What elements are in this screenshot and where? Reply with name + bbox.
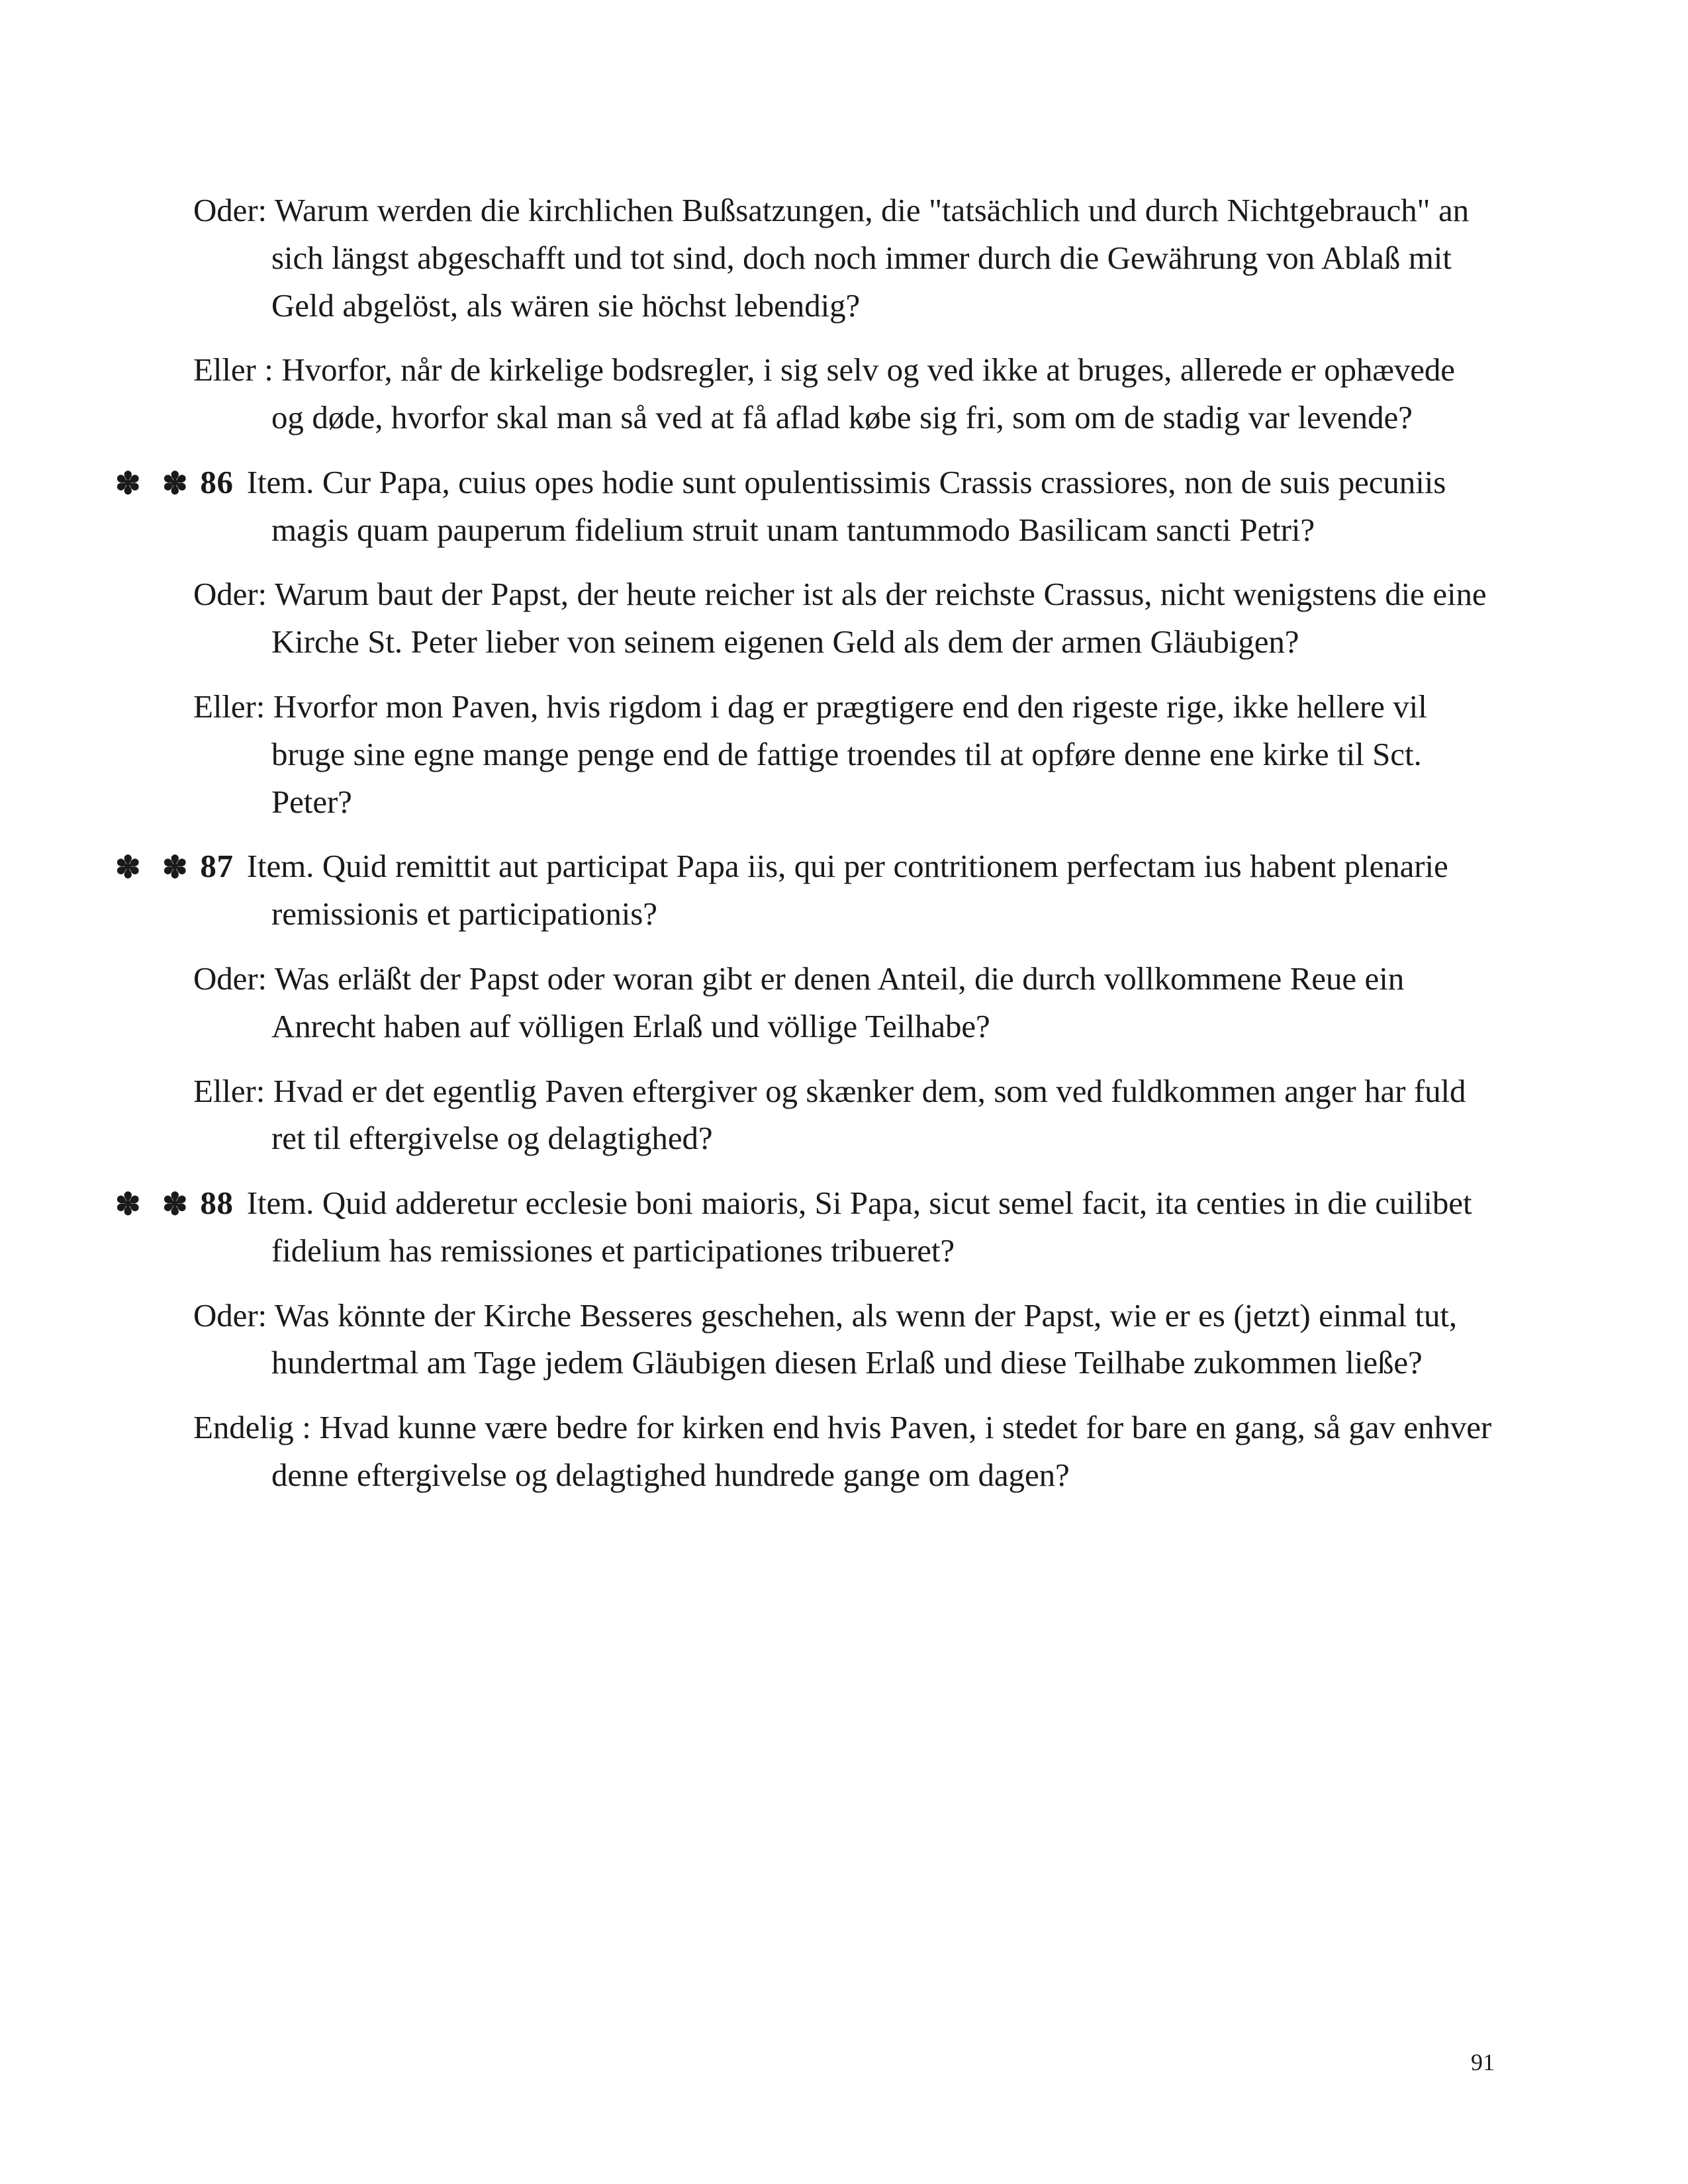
thesis-text: Item. Cur Papa, cuius opes hodie sunt opulentissimis Crassis crassiores, non de suis pecuniis magis quam pauperum fidelium struit unam tantummodo Basilicam sancti Petri? <box>246 463 1446 548</box>
paragraph-eller-86: Eller: Hvorfor mon Paven, hvis rigdom i dag er prægtigere end den rigeste rige, ikke hellere vil bruge sine egne mange penge end de fattige troendes til at opføre denne ene kirke til Sct. Peter? <box>193 688 1427 820</box>
paragraph-eller-85: Eller : Hvorfor, når de kirkelige bodsregler, i sig selv og ved ikke at bruges, allerede er ophævede og døde, hvorfor skal man så ved at få aflad købe sig fri, som om de stadig var levende? <box>193 351 1455 436</box>
paragraph-oder-85: Oder: Warum werden die kirchlichen Bußsatzungen, die "tatsächlich und durch Nichtgebrauch" an sich längst abgeschafft und tot sind, doch noch immer durch die Gewährung von Ablaß mit Geld abgelöst, als wären sie höchst lebendig? <box>193 192 1469 324</box>
paragraph-thesis-87 <box>115 842 1495 938</box>
paragraph-oder-88: Oder: Was könnte der Kirche Besseres geschehen, als wenn der Papst, wie er es (jetzt) einmal tut, hundertmal am Tage jedem Gläubigen diesen Erlaß und diese Teilhabe zukommen ließe? <box>193 1297 1458 1381</box>
page-number: 91 <box>1471 2049 1495 2075</box>
paragraph-oder-86: Oder: Warum baut der Papst, der heute reicher ist als der reichste Crassus, nicht wenigstens die eine Kirche St. Peter lieber von seinem eigenen Geld als dem der armen Gläubigen? <box>193 576 1487 660</box>
paragraph-oder-87: Oder: Was erläßt der Papst oder woran gibt er denen Anteil, die durch vollkommene Reue ein Anrecht haben auf völligen Erlaß und völlige Teilhabe? <box>193 960 1405 1044</box>
paragraph-eller-87: Eller: Hvad er det egentlig Paven eftergiver og skænker dem, som ved fuldkommen anger har fuld ret til eftergivelse og delagtighed? <box>193 1072 1466 1157</box>
thesis-number: 86 <box>193 463 241 500</box>
thesis-text: Item. Quid adderetur ecclesie boni maioris, Si Papa, sicut semel facit, ita centies in die cuilibet fidelium has remissiones et participationes tribueret? <box>246 1185 1472 1269</box>
paragraph-thesis-86 <box>115 459 1495 554</box>
thesis-number: 88 <box>193 1185 241 1222</box>
thesis-marker-87: ✽ 87 ✽ <box>115 848 241 885</box>
thesis-number: 87 <box>193 848 241 885</box>
paragraph-endelig-88: Endelig : Hvad kunne være bedre for kirken end hvis Paven, i stedet for bare en gang, så gav enhver denne eftergivelse og delagtighed hundrede gange om dagen? <box>193 1409 1492 1493</box>
paragraph-thesis-88 <box>115 1179 1495 1275</box>
thesis-text: Item. Quid remittit aut participat Papa iis, qui per contritionem perfectam ius habent plenarie remissionis et participationis? <box>246 848 1448 933</box>
body-text-block <box>115 187 1495 1499</box>
thesis-marker-86: ✽ 86 ✽ <box>115 463 241 500</box>
thesis-marker-88: ✽ 88 ✽ <box>115 1185 241 1222</box>
